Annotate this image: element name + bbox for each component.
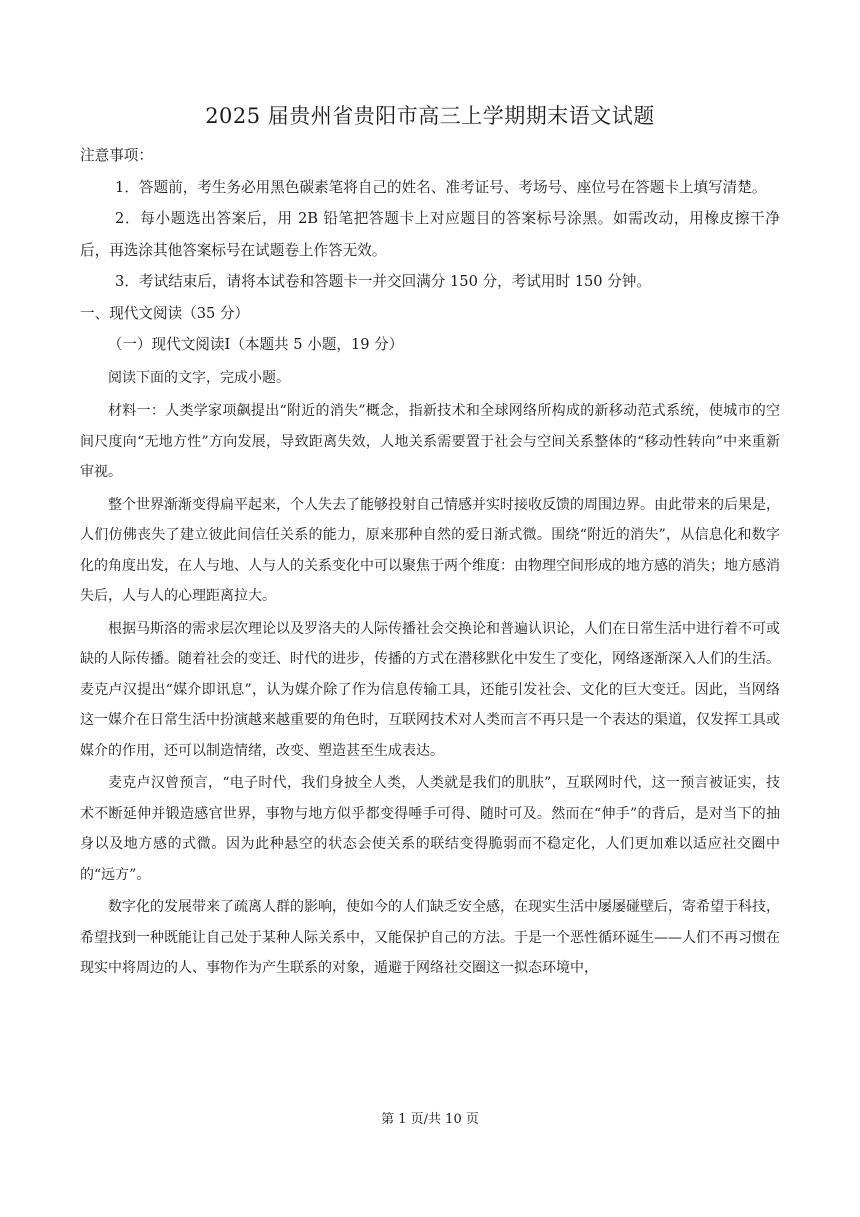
- reading-instruction: 阅读下面的文字，完成小题。: [108, 369, 290, 386]
- body-paragraph-3: 根据马斯洛的需求层次理论以及罗洛夫的人际传播社会交换论和普遍认识论，人们在日常生活中进行着不可或缺的人际传播。随着社会的变迁、时代的进步，传播的方式在潜移默化中发生了变化，网络逐渐深入人们的生活。麦克卢汉提出“媒介即讯息”，认为媒介除了作为信息传输工具，还能引发社会、文化的巨大变迁。因此，当网络这一媒介在日常生活中扮演越来越重要的角色时，互联网技术对人类而言不再只是一个表达的渠道，仅发挥工具或媒介的作用，还可以制造情绪，改变、塑造甚至生成表达。: [80, 620, 780, 759]
- page-title: 2025 届贵州省贵阳市高三上学期期末语文试题: [205, 104, 655, 128]
- page-footer: 第 1 页/共 10 页: [381, 1112, 479, 1127]
- notice-item-1: 1．答题前，考生务必用黑色碳素笔将自己的姓名、准考证号、考场号、座位号在答题卡上填写清楚。: [115, 178, 767, 196]
- section-heading: 一、现代文阅读（35 分）: [80, 304, 250, 322]
- document-body: [80, 140, 780, 984]
- body-paragraph-4: 麦克卢汉曾预言，“电子时代，我们身披全人类，人类就是我们的肌肤”，互联网时代，这一预言被证实，技术不断延伸并锻造感官世界，事物与地方似乎都变得唾手可得、随时可及。然而在“伸手”的背后，是对当下的抽身以及地方感的式微。因为此种悬空的状态会使关系的联结变得脆弱而不稳定化，人们更加难以适应社交圈中的“远方”。: [80, 775, 780, 883]
- body-paragraph-1: 材料一：人类学家项飙提出“附近的消失”概念，指新技术和全球网络所构成的新移动范式系统，使城市的空间尺度向“无地方性”方向发展，导致距离失效，人地关系需要置于社会与空间关系整体的“移动性转向”中来重新审视。: [80, 403, 780, 480]
- body-paragraph-2: 整个世界渐渐变得扁平起来，个人失去了能够投射自己情感并实时接收反馈的周围边界。由此带来的后果是，人们仿佛丧失了建立彼此间信任关系的能力，原来那种自然的爱日渐式微。围绕“附近的消失”，从信息化和数字化的角度出发，在人与地、人与人的关系变化中可以聚焦于两个维度：由物理空间形成的地方感的消失；地方感消失后，人与人的心理距离拉大。: [80, 496, 780, 604]
- notice-item-3: 3．考试结束后，请将本试卷和答题卡一并交回满分 150 分，考试用时 150 分钟。: [115, 273, 651, 290]
- body-paragraph-5: 数字化的发展带来了疏离人群的影响，使如今的人们缺乏安全感，在现实生活中屡屡碰壁后，寄希望于科技，希望找到一种既能让自己处于某种人际关系中，又能保护自己的方法。于是一个恶性循环诞生——人们不再习惯在现实中将周边的人、事物作为产生联系的对象，遁避于网络社交圈这一拟态环境中，: [80, 899, 780, 976]
- notice-item-2: 2．每小题选出答案后，用 2B 铅笔把答题卡上对应题目的答案标号涂黑。如需改动，用橡皮擦干净后，再选涂其他答案标号在试题卷上作答无效。: [80, 210, 780, 259]
- subsection-heading: （一）现代文阅读Ⅰ（本题共 5 小题，19 分）: [107, 336, 404, 353]
- notice-heading: 注意事项：: [80, 147, 153, 164]
